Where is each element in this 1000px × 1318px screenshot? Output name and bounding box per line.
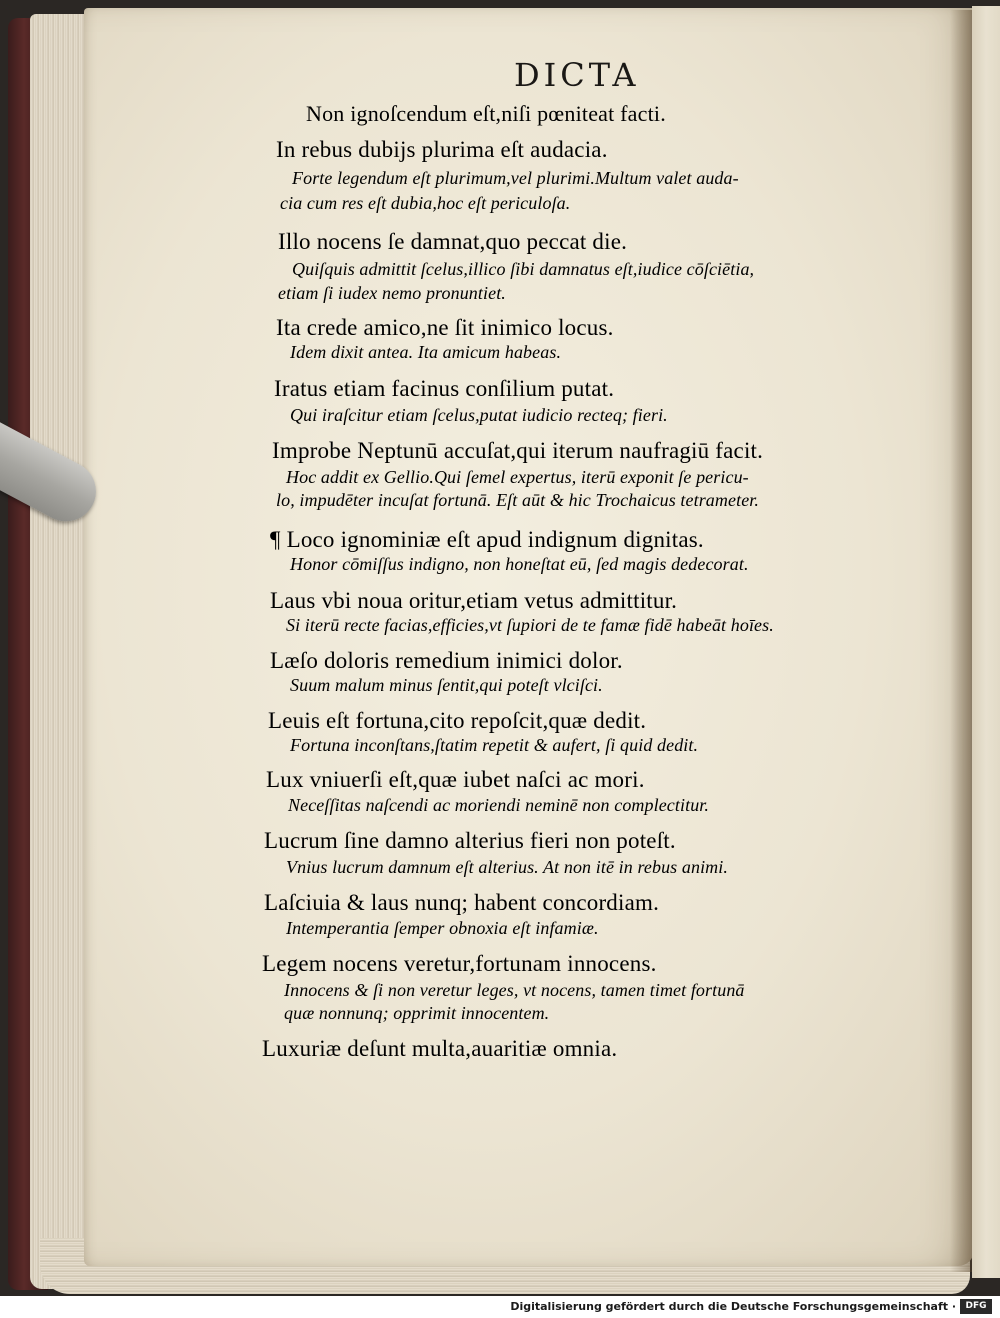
entry-4-gloss-0: Qui iraſcitur etiam ſcelus,putat iudicio recteq; fieri. [290,405,668,425]
entry-12-lemma: Laſciuia & laus nunq; habent concordiam. [264,890,660,915]
entry-7-gloss-0: Si iterū recte facias,efficies,vt ſupiori de te famæ fidē habeāt hoīes. [286,615,774,635]
entry-8-gloss-0: Suum malum minus ſentit,qui poteſt vlciſci. [290,675,603,695]
entry-1-gloss-1: cia cum res eſt dubia,hoc eſt periculoſa. [280,193,571,213]
entry-8-lemma: Læſo doloris remedium inimici dolor. [270,648,623,673]
entry-9-gloss-0: Fortuna inconſtans,ſtatim repetit & aufert, ſi quid dedit. [290,735,699,755]
entry-13-gloss-0: Innocens & ſi non veretur leges, vt nocens, tamen timet fortunā [284,980,745,1000]
entry-5-gloss-0: Hoc addit ex Gellio.Qui ſemel expertus, iterū exponit ſe pericu- [286,467,749,487]
entry-13-gloss-1: quæ nonnunq; opprimit innocentem. [284,1003,550,1023]
funding-credit: Digitalisierung gefördert durch die Deutsche Forschungsgemeinschaft · [510,1300,956,1313]
entry-9-lemma: Leuis eſt fortuna,cito repoſcit,quæ dedit. [268,708,647,733]
entry-6-gloss-0: Honor cōmiſſus indigno, non honeſtat eū, ſed magis dedecorat. [290,554,749,574]
entry-12-gloss-0: Intemperantia ſemper obnoxia eſt infamiæ. [286,918,599,938]
entry-4-lemma: Iratus etiam facinus conſilium putat. [274,376,615,401]
entry-1-gloss-0: Forte legendum eſt plurimum,vel plurimi.Multum valet auda- [292,168,739,188]
entry-2-lemma: Illo nocens ſe damnat,quo peccat die. [278,229,628,254]
entry-0-lemma: Non ignoſcendum eſt,niſi pœniteat facti. [306,101,666,126]
entry-14-lemma: Luxuriæ deſunt multa,auaritiæ omnia. [262,1036,618,1061]
page-stack-left [30,14,90,1289]
dfg-logo: DFG [960,1299,992,1314]
entry-3-gloss-0: Idem dixit antea. Ita amicum habeas. [290,342,562,362]
entry-1-lemma: In rebus dubijs plurima eſt audacia. [276,137,608,162]
running-head: DICTA [514,56,640,94]
entry-13-lemma: Legem nocens veretur,fortunam innocens. [262,951,657,976]
entry-11-gloss-0: Vnius lucrum damnum eſt alterius. At non itē in rebus animi. [286,857,728,877]
entry-10-gloss-0: Neceſſitas naſcendi ac moriendi neminē non complectitur. [288,795,710,815]
entry-2-gloss-0: Quiſquis admittit ſcelus,illico ſibi damnatus eſt,iudice cōſciētia, [292,259,755,279]
entry-11-lemma: Lucrum ſine damno alterius fieri non poteſt. [264,828,676,853]
entry-7-lemma: Laus vbi noua oritur,etiam vetus admittitur. [270,588,678,613]
entry-5-lemma: Improbe Neptunū accuſat,qui iterum naufragiū facit. [272,438,764,463]
entry-3-lemma: Ita crede amico,ne ſit inimico locus. [276,315,614,340]
entry-6-lemma: ¶ Loco ignominiæ eſt apud indignum dignitas. [270,527,704,552]
facing-page-edge [972,6,1000,1278]
entry-10-lemma: Lux vniuerſi eſt,quæ iubet naſci ac mori. [266,767,645,792]
entry-5-gloss-1: lo, impudēter incuſat fortunā. Eſt aūt & hic Trochaicus tetrameter. [276,490,759,510]
entry-2-gloss-1: etiam ſi iudex nemo pronuntiet. [278,283,506,303]
